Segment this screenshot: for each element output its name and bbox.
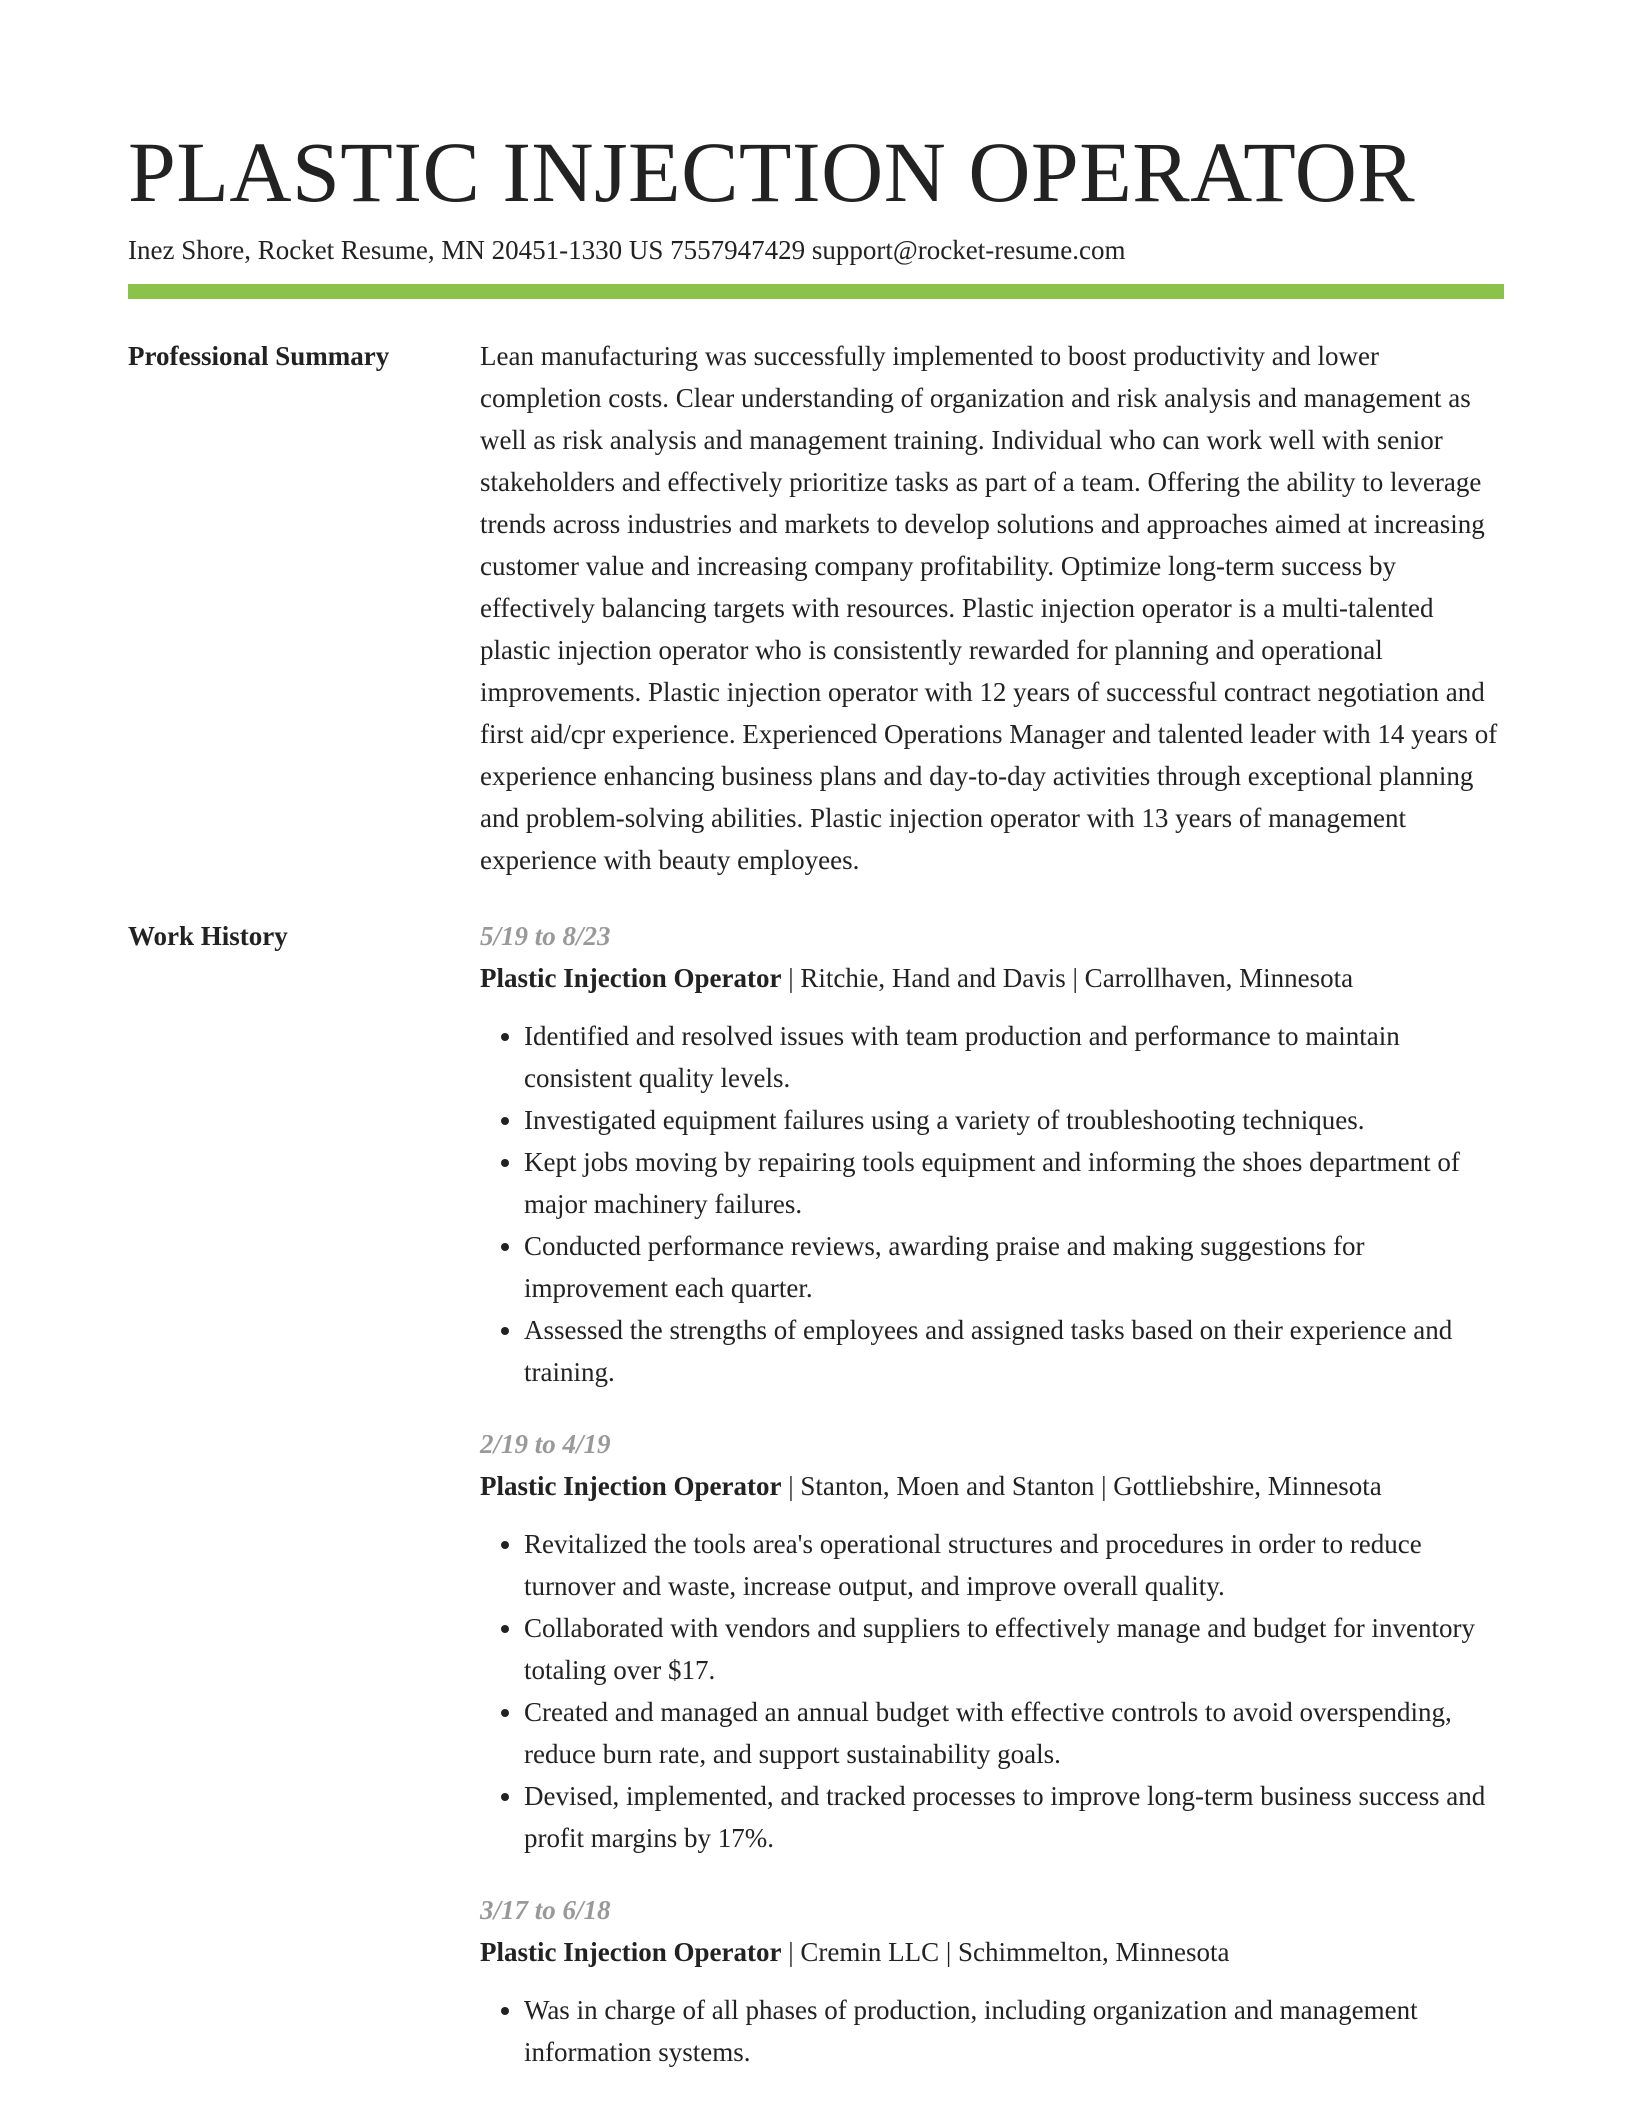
job-details: | Cremin LLC | Schimmelton, Minnesota (781, 1937, 1230, 1967)
job-entry (480, 1423, 1504, 1859)
job-dates: 5/19 to 8/23 (480, 921, 611, 951)
professional-summary-section (128, 335, 1504, 881)
job-bullets (480, 1523, 1504, 1859)
job-title: Plastic Injection Operator (480, 1937, 782, 1967)
list-item: • Kept jobs moving by repairing tools equipment and informing the shoes department of major machinery failures. (524, 1141, 1504, 1225)
job-entry (480, 1889, 1504, 2073)
job-details: | Ritchie, Hand and Davis | Carrollhaven, Minnesota (781, 963, 1354, 993)
section-title-summary: Professional Summary (128, 341, 390, 371)
resume-title: PLASTIC INJECTION OPERATOR (128, 124, 1416, 220)
list-item: • Assessed the strengths of employees and assigned tasks based on their experience and training. (524, 1309, 1504, 1393)
list-item: • Investigated equipment failures using a variety of troubleshooting techniques. (524, 1099, 1504, 1141)
work-history-section (128, 915, 1504, 2073)
section-title-work-history: Work History (128, 921, 288, 951)
job-dates: 3/17 to 6/18 (480, 1895, 611, 1925)
list-item: • Revitalized the tools area's operational structures and procedures in order to reduce turnover and waste, increase output, and improve overall quality. (524, 1523, 1504, 1607)
resume-page (128, 0, 1504, 2073)
list-item: • Was in charge of all phases of production, including organization and management information systems. (524, 1989, 1504, 2073)
job-heading (480, 1931, 1504, 1973)
job-bullets (480, 1015, 1504, 1393)
job-bullets (480, 1989, 1504, 2073)
job-title: Plastic Injection Operator (480, 963, 782, 993)
list-item: • Identified and resolved issues with team production and performance to maintain consistent quality levels. (524, 1015, 1504, 1099)
summary-body (480, 335, 1504, 881)
contact-line: Inez Shore, Rocket Resume, MN 20451-1330 US 7557947429 support@rocket-resume.com (128, 235, 1126, 265)
job-entry (480, 915, 1504, 1393)
header-divider (128, 284, 1504, 299)
list-item: • Created and managed an annual budget with effective controls to avoid overspending, reduce burn rate, and support sustainability goals. (524, 1691, 1504, 1775)
job-title: Plastic Injection Operator (480, 1471, 782, 1501)
job-dates: 2/19 to 4/19 (480, 1429, 611, 1459)
job-details: | Stanton, Moen and Stanton | Gottliebshire, Minnesota (781, 1471, 1382, 1501)
list-item: • Devised, implemented, and tracked processes to improve long-term business success and profit margins by 17%. (524, 1775, 1504, 1859)
job-heading (480, 957, 1504, 999)
list-item: • Collaborated with vendors and suppliers to effectively manage and budget for inventory totaling over $17. (524, 1607, 1504, 1691)
work-history-body (480, 915, 1504, 2073)
summary-text: Lean manufacturing was successfully implemented to boost productivity and lower completion costs. Clear understanding of organization and risk analysis and management as well as risk analysis and management training. Individual who can work well with senior stakeholders and effectively prioritize tasks as part of a team. Offering the ability to leverage trends across industries and markets to develop solutions and approaches aimed at increasing customer value and increasing company profitability. Optimize long-term success by effectively balancing targets with resources. Plastic injection operator is a multi-talented plastic injection operator who is consistently rewarded for planning and operational improvements. Plastic injection operator with 12 years of successful contract negotiation and first aid/cpr experience. Experienced Operations Manager and talented leader with 14 years of experience enhancing business plans and day-to-day activities through exceptional planning and problem-solving abilities. Plastic injection operator with 13 years of management experience with beauty employees. (480, 341, 1498, 875)
job-heading (480, 1465, 1504, 1507)
list-item: • Conducted performance reviews, awarding praise and making suggestions for improvement each quarter. (524, 1225, 1504, 1309)
